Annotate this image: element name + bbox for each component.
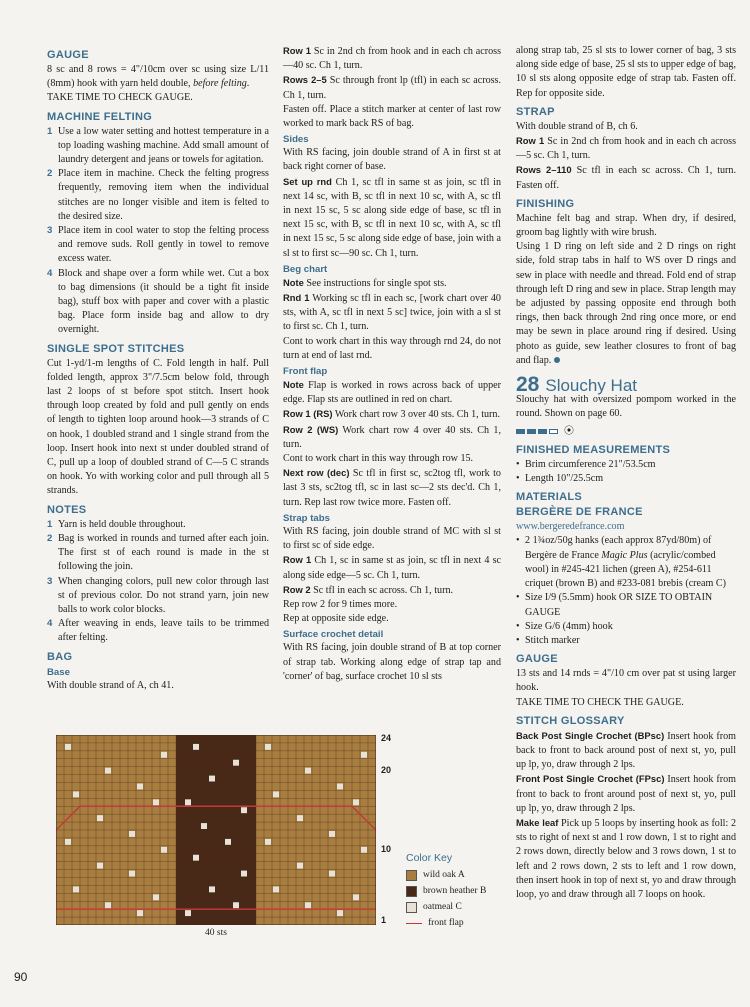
finishing-text-1: Machine felt bag and strap. When dry, if desired, groom bag lightly with wire brush. — [516, 212, 736, 239]
chart-spot-c — [209, 776, 215, 782]
hat-gauge-text: 13 sts and 14 rnds = 4"/10 cm over pat st using larger hook. — [516, 668, 736, 694]
strap-tabs-heading: Strap tabs — [283, 512, 330, 524]
chart-spot-c — [65, 744, 71, 750]
chart-spot-c — [185, 799, 191, 805]
chart-spot-c — [193, 855, 199, 861]
chart-spot-c — [161, 847, 167, 853]
swatch-brown-heather — [406, 886, 417, 897]
strap-rows-2-110: Rows 2–110 Sc tfl in each sc across. Ch 1, turn. Fasten off. — [516, 164, 736, 191]
beg-chart-heading: Beg chart — [283, 263, 328, 275]
surface-crochet-heading: Surface crochet detail — [283, 629, 384, 641]
chart-spot-c — [329, 831, 335, 837]
notes-heading: NOTES — [47, 503, 87, 516]
chart-spot-c — [137, 910, 143, 916]
swatch-oatmeal — [406, 902, 417, 913]
base-text: With double strand of A, ch 41. — [47, 679, 174, 691]
flap-continue: Cont to work chart in this way through row 15. — [283, 453, 474, 465]
surface-crochet-continued: along strap tab, 25 sl sts to lower corner of bag, 3 sts along side edge of base, 25 sl sts to upper edge of bag, 10 sl sts along opposite edge of strap tab. Fasten off. Rep for opposite side. — [516, 45, 736, 99]
chart-spot-c — [361, 752, 367, 758]
brand-heading: BERGÈRE DE FRANCE — [516, 506, 643, 519]
chart-spot-c — [161, 752, 167, 758]
chart-spot-c — [297, 863, 303, 869]
list-item: 2 Place item in machine. Check the felting progress frequently, removing item when the individual stitches are no longer visible and item is felted to the desired size. — [47, 168, 269, 222]
chart-spot-c — [105, 902, 111, 908]
chart-spot-c — [65, 839, 71, 845]
chart-spot-c — [353, 894, 359, 900]
measurements-list — [516, 458, 736, 486]
strap-text: With double strand of B, ch 6. — [516, 120, 638, 132]
chart-spot-c — [73, 886, 79, 892]
list-item: • Brim circumference 21"/53.5cm — [516, 458, 736, 472]
chart-spot-c — [201, 823, 207, 829]
chart-spot-c — [97, 815, 103, 821]
pattern-title — [516, 373, 736, 397]
chart-spot-c — [153, 799, 159, 805]
swatch-wild-oak — [406, 870, 417, 881]
chart-spot-c — [273, 791, 279, 797]
strap-row-1: Row 1 Ch 1, sc in same st as join, sc tfl in next 4 sc along side edge—5 sc. Ch 1, turn. — [283, 554, 502, 581]
chart-spot-c — [209, 886, 215, 892]
chart-spot-c — [273, 886, 279, 892]
bag-heading: BAG — [47, 650, 73, 663]
finished-measurements-heading: FINISHED MEASUREMENTS — [516, 443, 671, 456]
end-dot-icon — [554, 357, 560, 363]
chart-spot-c — [353, 799, 359, 805]
glossary-fpsc: Front Post Single Crochet (FPsc) Insert hook from front to back to front around post of next st, yo, pull up lp, yo, draw through 2 lps. — [516, 773, 736, 814]
legend-item: wild oak A — [406, 867, 486, 883]
column-1 — [47, 44, 269, 693]
flap-note: Note Flap is worked in rows across back of upper edge. Flap sts are outlined in red on chart. — [283, 379, 501, 406]
skill-bar-empty-icon — [549, 429, 558, 434]
chart-spot-c — [97, 863, 103, 869]
single-spot-text: Cut 1-yd/1-m lengths of C. Fold length in half. Pull folded length, approx 3"/7.5cm below fold, through last 2 loops of st before spot stitch. Insert hook through loop created by fold and pull gently on ends of length to tighten loop around hook—3 strands of C on hook, 1 doubled strand and 1 single strand from the loop. Insert hook into next st under doubled strand of C, pull up a loop of doubled strand of C—5 C strands on hook. Yo with working color and pull through all 5 strands. — [47, 357, 269, 497]
materials-heading: MATERIALS — [516, 491, 583, 504]
front-flap-heading: Front flap — [283, 366, 328, 378]
legend-item: brown heather B — [406, 883, 486, 899]
single-spot-heading: SINGLE SPOT STITCHES — [47, 342, 185, 355]
list-item: • Size I/9 (5.5mm) hook OR SIZE TO OBTAIN GAUGE — [516, 591, 736, 619]
chart-spot-c — [265, 839, 271, 845]
chart-spot-c — [225, 839, 231, 845]
pattern-description: Slouchy hat with oversized pompom worked in the round. Shown on page 60. — [516, 394, 736, 420]
chart-spot-c — [297, 815, 303, 821]
list-item: 3 Place item in cool water to stop the felting process and remove suds. Roll gently in towel to remove excess water. — [47, 225, 269, 265]
chart-spot-c — [129, 871, 135, 877]
list-item: 3 When changing colors, pull new color through last st of previous color. Do not strand yarn, join new balls to work color blocks. — [47, 575, 269, 615]
stitch-glossary-heading: STITCH GLOSSARY — [516, 714, 625, 727]
hat-gauge-heading: GAUGE — [516, 653, 558, 666]
strap-row-1: Row 1 Sc in 2nd ch from hook and in each ch across—5 sc. Ch 1, turn. — [516, 135, 736, 162]
chart-spot-c — [233, 902, 239, 908]
chart-spot-c — [185, 910, 191, 916]
next-row-dec: Next row (dec) Sc tfl in first sc, sc2tog tfl, work to last 3 sts, sc2tog tfl, sc in last sc—2 sts dec'd. Ch 1, turn. Rep last row twice more. Fasten off. — [283, 467, 501, 508]
notes-list — [47, 518, 269, 646]
pattern-number: 28 — [516, 373, 540, 397]
round-1: Rnd 1 Working sc tfl in each sc, [work chart over 40 sts, with A, sc tfl in next 5 sc] twice, join with a sl st to first sc. Ch 1, turn. — [283, 292, 501, 333]
chart-spot-c — [305, 768, 311, 774]
legend-item: oatmeal C — [406, 899, 486, 915]
column-3 — [516, 44, 736, 902]
list-item: 4 Block and shape over a form while wet. Cut a box to bag dimensions (it should be a tight fit inside bag), stuff box with paper and cover with a plastic bag. Place form inside bag and allow to dry overnight. — [47, 267, 269, 336]
chart-spot-c — [241, 871, 247, 877]
sides-text: With RS facing, join double strand of A in first st at back right corner of base. — [283, 147, 501, 173]
base-heading: Base — [47, 666, 70, 678]
color-key — [406, 852, 486, 931]
skill-level-indicator — [516, 425, 736, 439]
page-number: 90 — [14, 970, 28, 984]
skill-bar-icon — [538, 429, 547, 434]
chart-spot-c — [193, 744, 199, 750]
chart-row-label: 1 — [381, 915, 387, 926]
pattern-name: Slouchy Hat — [545, 376, 638, 396]
list-item: 1 Yarn is held double throughout. — [47, 518, 186, 530]
chart-spot-c — [361, 847, 367, 853]
swatch-front-flap — [406, 923, 422, 924]
chart-spot-c — [329, 871, 335, 877]
chart-row-label: 20 — [381, 764, 392, 775]
glossary-bpsc: Back Post Single Crochet (BPsc) Insert hook from back to front to back around post of next st, yo, pull up lp, yo, draw through 2 lps. — [516, 729, 736, 771]
chart-note: Note See instructions for single spot sts. — [283, 276, 447, 289]
strap-heading: STRAP — [516, 105, 555, 118]
skill-bar-icon — [527, 429, 536, 434]
chart-spot-c — [305, 902, 311, 908]
finishing-heading: FINISHING — [516, 197, 575, 210]
surface-crochet-text: With RS facing, join double strand of B at top corner of strap tab. Working along edge of strap tap and 'corner' of bag, surface crochet 10 sl sts — [283, 642, 501, 682]
chart-spot-c — [153, 894, 159, 900]
sides-heading: Sides — [283, 134, 309, 146]
chart-spot-c — [73, 791, 79, 797]
list-item: 1 Use a low water setting and hottest temperature in a top loading washing machine. Add small amount of laundry detergent and jeans or towels for agitation. — [47, 125, 269, 166]
hook-icon: ⦿ — [564, 425, 574, 437]
list-item: • Size G/6 (4mm) hook — [516, 620, 736, 634]
strap-row-2: Row 2 Sc tfl in each sc across. Ch 1, turn. — [283, 583, 454, 596]
gauge-text: 8 sc and 8 rows = 4"/10cm over sc using size L/11 (8mm) hook with yarn held double, before felting. — [47, 64, 269, 90]
chart-spot-c — [129, 831, 135, 837]
chart-spot-c — [105, 768, 111, 774]
strap-tabs-text: With RS facing, join double strand of MC with sl st to first sc of side edge. — [283, 525, 501, 552]
skill-bar-icon — [516, 429, 525, 434]
repeat-side: Rep at opposite side edge. — [283, 613, 389, 625]
chart-row-labels — [381, 732, 401, 926]
list-item: • 2 1¾oz/50g hanks (each approx 87yd/80m) of Bergère de France Magic Plus (acrylic/combed wool) in #245-421 lichen (green A), #254-611 criquet (brown B) and #233-081 brebis (cream C) — [516, 534, 736, 591]
finishing-text-2: Using 1 D ring on left side and 2 D rings on right side, fold strap tabs in half to WS over D rings and sew in place with needle and thread. Fold end of strap through left D ring and sew in place. Strap length may be adjusted by passing opposite end through both rings, then back through 2nd ring once more, or end may be sewn in place around ring if desired. Using photo as guide, sew leather closures to front of bag and flap. — [516, 241, 736, 366]
machine-felting-heading: MACHINE FELTING — [47, 110, 153, 123]
machine-felting-steps — [47, 125, 269, 338]
base-rows-2-5: Rows 2–5 Sc through front lp (tfl) in each sc across. Ch 1, turn. — [283, 74, 502, 101]
flap-row-2: Row 2 (WS) Work chart row 4 over 40 sts. Ch 1, turn. — [283, 423, 501, 450]
flap-row-1: Row 1 (RS) Work chart row 3 over 40 sts. Ch 1, turn. — [283, 408, 500, 421]
chart-spot-c — [337, 910, 343, 916]
gauge-check: TAKE TIME TO CHECK GAUGE. — [47, 92, 193, 104]
column-2 — [283, 44, 501, 684]
materials-list — [516, 534, 736, 648]
chart-width-label: 40 sts — [205, 928, 227, 938]
fasten-off-text: Fasten off. Place a stitch marker at center of last row worked to mark back RS of bag. — [283, 103, 501, 130]
brand-url[interactable]: www.bergeredefrance.com — [516, 521, 625, 533]
base-row-1: Row 1 Sc in 2nd ch from hook and in each ch across—40 sc. Ch 1, turn. — [283, 45, 502, 72]
setup-round: Set up rnd Ch 1, sc tfl in same st as join, sc tfl in next 14 sc, with B, sc tfl in next 10 sc, with A, sc tfl in next 15 sc, 5 sc along side edge of base, sc tfl in next 15 sc, with B, sc tfl in next 10 sc, with A, sc tfl in next 15 sc, 5 sc along side edge of base, join with a sl st to first sc—90 sc. Ch 1, turn. — [283, 175, 502, 259]
continue-chart: Cont to work chart in this way through rnd 24, do not turn at end of last rnd. — [283, 335, 501, 361]
list-item: 4 After weaving in ends, leave tails to be trimmed after felting. — [47, 618, 269, 644]
color-key-title: Color Key — [406, 852, 453, 864]
chart-spot-c — [233, 760, 239, 766]
chart-spot-c — [337, 784, 343, 790]
chart-spot-c — [265, 744, 271, 750]
glossary-make-leaf: Make leaf Pick up 5 loops by inserting hook as foll: 2 sts to right of next st and 1 row down, 1 st to right and 2 rows down, directly below and 3 rows down, 1 st to left and 2 rows down, 2 sts to left and 1 row down, then insert hook in top of next st, yo and draw through loop, yo and draw through all 7 loops on hook. — [516, 816, 736, 900]
chart-row-label: 24 — [381, 732, 392, 743]
list-item: • Length 10"/25.5cm — [516, 472, 736, 486]
gauge-heading: GAUGE — [47, 49, 89, 61]
list-item: 2 Bag is worked in rounds and turned after each join. The first st of each round is made in the st following the join. — [47, 532, 269, 573]
hat-gauge-check: TAKE TIME TO CHECK THE GAUGE. — [516, 696, 684, 708]
colorwork-chart — [56, 735, 376, 925]
repeat-rows: Rep row 2 for 9 times more. — [283, 598, 398, 610]
chart-spot-c — [241, 807, 247, 813]
chart-row-label: 10 — [381, 843, 392, 854]
legend-item: front flap — [406, 915, 486, 931]
chart-spot-c — [137, 784, 143, 790]
list-item: • Stitch marker — [516, 634, 736, 648]
